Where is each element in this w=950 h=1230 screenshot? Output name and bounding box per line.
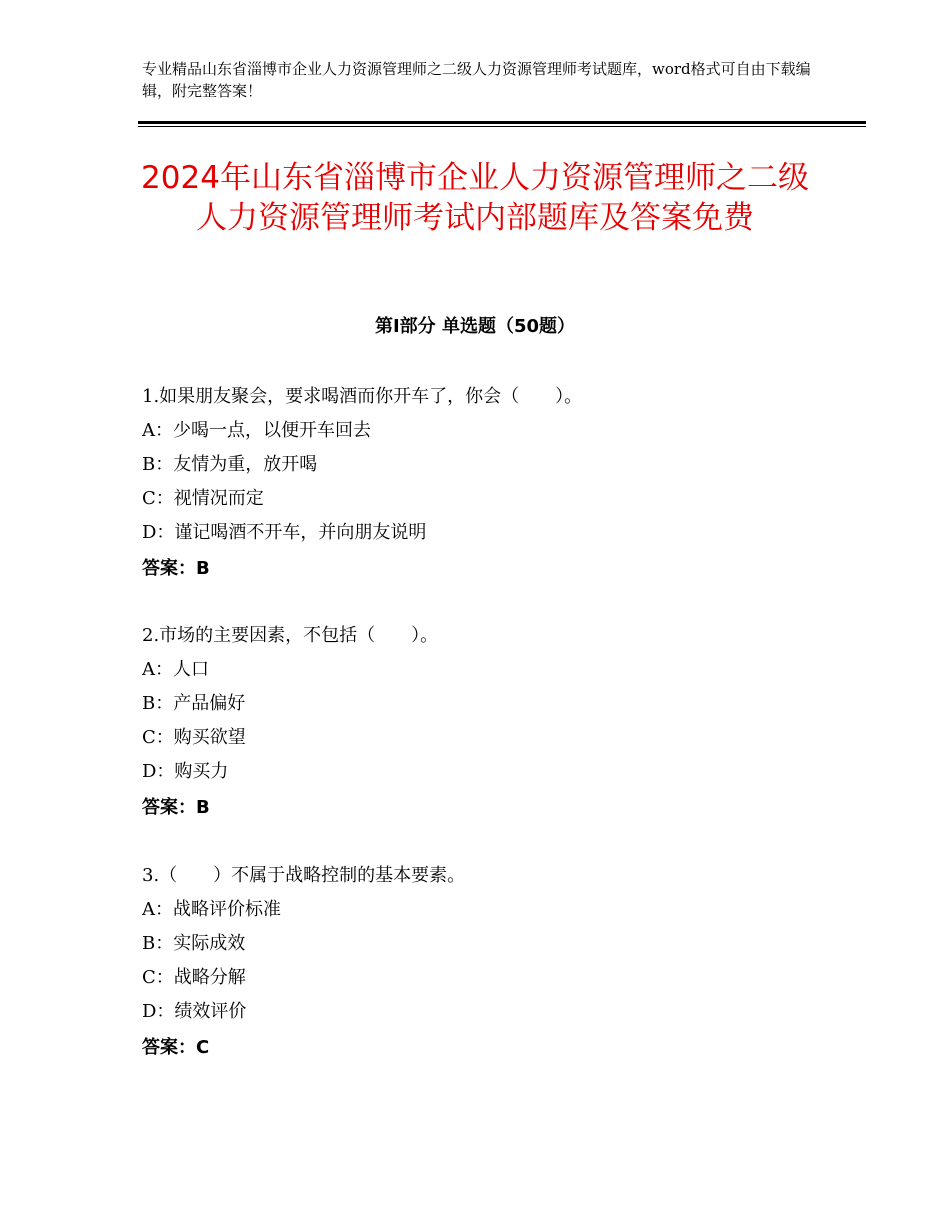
question-stem: 3.（ ）不属于战略控制的基本要素。: [142, 865, 466, 886]
section-title: 第Ⅰ部分 单选题（50题）: [374, 316, 575, 337]
option-b: B：友情为重，放开喝: [142, 454, 318, 475]
option-c: C：购买欲望: [142, 727, 246, 748]
option-d: D：绩效评价: [142, 1001, 247, 1022]
answer: 答案：B: [142, 558, 210, 579]
option-d: D：购买力: [142, 761, 229, 782]
question-stem: 2.市场的主要因素，不包括（ ）。: [142, 625, 439, 646]
document-title: 2024年山东省淄博市企业人力资源管理师之二级人力资源管理师考试内部题库及答案免费: [141, 160, 809, 236]
answer: 答案：B: [142, 797, 210, 818]
question-1: [142, 382, 842, 586]
option-b: B：实际成效: [142, 933, 246, 954]
question-2: [142, 621, 842, 825]
question-3: [142, 861, 842, 1065]
option-a: A：少喝一点，以便开车回去: [142, 420, 371, 441]
header-rule-thick: [138, 121, 866, 124]
answer: 答案：C: [142, 1037, 210, 1058]
header-rule-thin: [138, 126, 866, 127]
option-a: A：战略评价标准: [142, 899, 281, 920]
question-stem: 1.如果朋友聚会，要求喝酒而你开车了，你会（ ）。: [142, 386, 583, 407]
header-note: 专业精品山东省淄博市企业人力资源管理师之二级人力资源管理师考试题库，word格式可自由下载编辑，附完整答案！: [142, 60, 811, 100]
option-a: A：人口: [142, 659, 209, 680]
option-b: B：产品偏好: [142, 693, 246, 714]
option-c: C：战略分解: [142, 967, 246, 988]
option-c: C：视情况而定: [142, 488, 264, 509]
option-d: D：谨记喝酒不开车，并向朋友说明: [142, 522, 427, 543]
